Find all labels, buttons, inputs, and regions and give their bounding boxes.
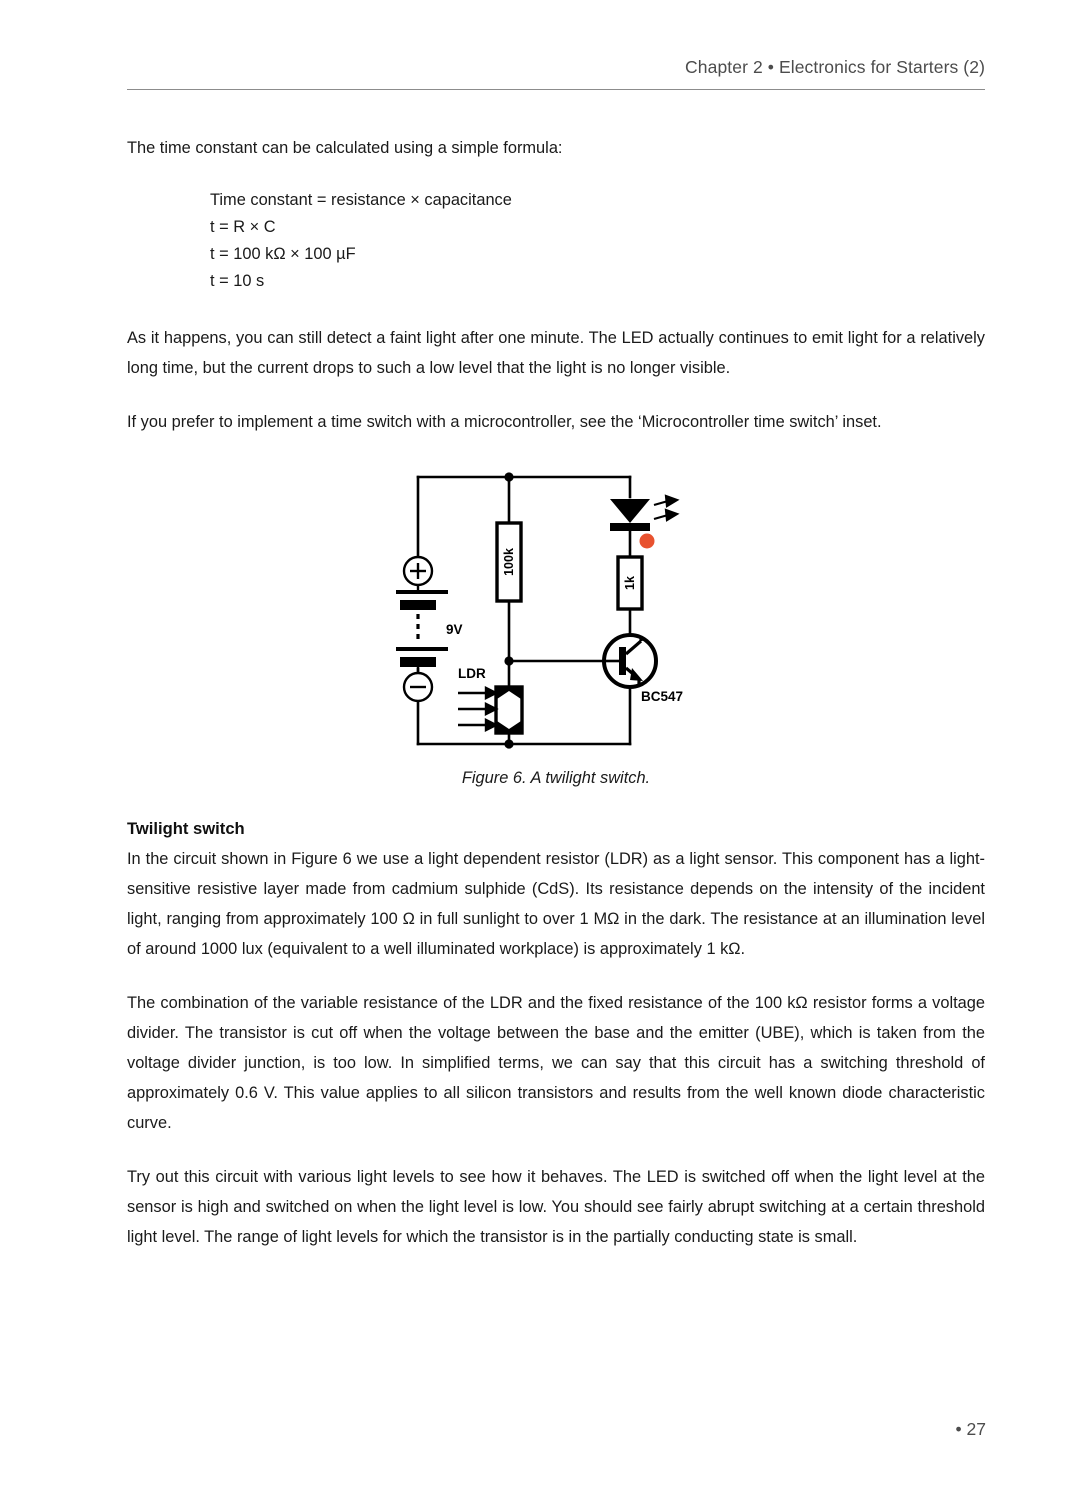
formula-line-3: t = 100 kΩ × 100 µF: [210, 245, 356, 263]
circuit-wires: [418, 477, 630, 744]
ldr-label: LDR: [458, 666, 486, 681]
led-indicator-dot: [640, 534, 655, 549]
battery-voltage-label: 9V: [446, 622, 463, 637]
paragraph-2: As it happens, you can still detect a faint light after one minute. The LED actually continues to emit light for a relatively long time, but the current drops to such a low level that the light is no longer visible.: [127, 329, 985, 377]
twilight-switch-circuit-diagram: [396, 461, 716, 761]
running-header: Chapter 2 • Electronics for Starters (2): [685, 57, 985, 77]
resistor-1k-label: 1k: [623, 576, 637, 590]
paragraph-3: If you prefer to implement a time switch with a microcontroller, see the ‘Microcontroller time switch’ inset.: [127, 413, 882, 431]
resistor-100k-label: 100k: [502, 548, 516, 576]
resistor-100k: [497, 523, 521, 601]
section-heading-twilight-switch: Twilight switch: [127, 819, 245, 838]
paragraph-6: Try out this circuit with various light levels to see how it behaves. The LED is switched off when the light level at the sensor is high and switched on when the light level is low. You should see fairly abrupt switching at a certain threshold light level. The range of light levels for which the transistor is in the partially conducting state is small.: [127, 1168, 985, 1246]
transistor-bc547: [604, 635, 683, 704]
transistor-base-bar: [619, 647, 626, 675]
battery-plate-short-1: [400, 600, 436, 610]
page-footer: [956, 1419, 986, 1440]
page-content: [127, 133, 985, 1276]
formula-line-4: t = 10 s: [210, 272, 265, 290]
led-cathode-bar: [610, 523, 650, 531]
junction-dot-divider: [504, 656, 513, 665]
page-number: 27: [966, 1419, 986, 1439]
ldr-light-arrows: [458, 688, 496, 730]
formula-block: [127, 187, 985, 295]
junction-dot-bottom: [504, 739, 513, 748]
ldr-symbol: [458, 666, 522, 733]
figure-6: [127, 461, 985, 788]
transistor-label: BC547: [641, 689, 684, 704]
paragraph-4: In the circuit shown in Figure 6 we use a light dependent resistor (LDR) as a light sensor. This component has a light-sensitive resistive layer made from cadmium sulphide (CdS). Its resistance depends on the intensity of the incident light, ranging from approximately 100 Ω in full sunlight to over 1 MΩ in the dark. The resistance at an illumination level of around 1000 lux (equivalent to a well illuminated workplace) is approximately 1 kΩ.: [127, 850, 985, 958]
led-emission-arrows: [654, 496, 677, 520]
formula-line-1: Time constant = resistance × capacitance: [210, 191, 512, 209]
folio-bullet-icon: •: [955, 1419, 962, 1439]
paragraph-5: The combination of the variable resistance of the LDR and the fixed resistance of the 100 kΩ resistor forms a voltage divider. The transistor is cut off when the voltage between the base and the emitter (UBE), which is taken from the voltage divider junction, is too low. In simplified terms, we can say that this circuit has a switching threshold of approximately 0.6 V. This value applies to all silicon transistors and results from the well known diode characteristic curve.: [127, 994, 985, 1132]
led-symbol: [610, 496, 677, 549]
resistor-1k: [618, 557, 642, 609]
battery-plate-short-2: [400, 657, 436, 667]
figure-caption: Figure 6. A twilight switch.: [461, 769, 651, 787]
junction-dot-top: [504, 472, 513, 481]
battery-symbol: [396, 557, 463, 701]
header-rule: [127, 89, 985, 90]
intro-paragraph: The time constant can be calculated using a simple formula:: [127, 139, 563, 157]
led-triangle: [610, 499, 650, 523]
formula-line-2: t = R × C: [210, 218, 276, 236]
